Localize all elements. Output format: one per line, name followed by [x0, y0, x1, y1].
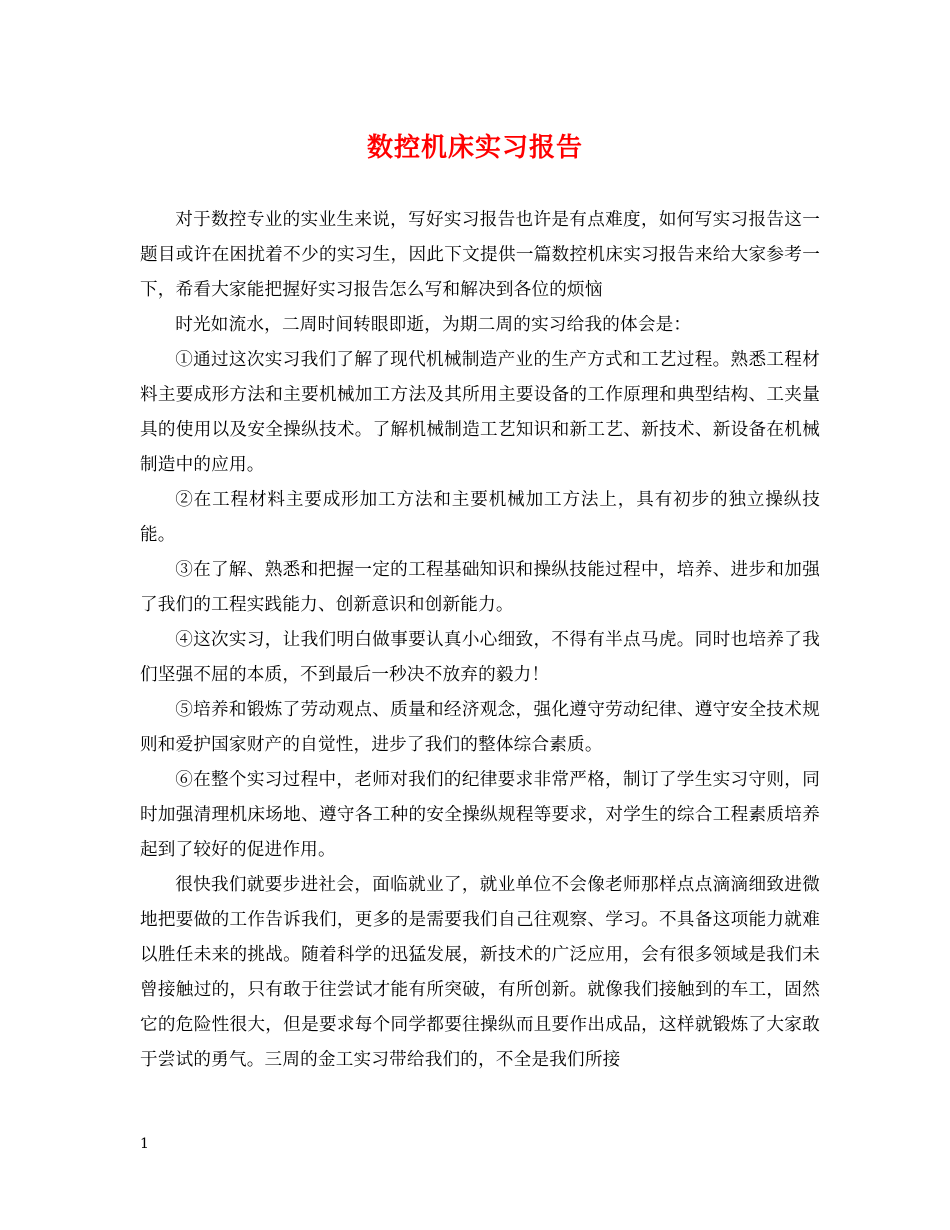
paragraph-conclusion: 很快我们就要步进社会，面临就业了，就业单位不会像老师那样点点滴滴细致进微地把要做的工作告诉我们，更多的是需要我们自己往观察、学习。不具备这项能力就难以胜任未来的挑战。随着科学的迅猛发展，新技术的广泛应用，会有很多领域是我们未曾接触过的，只有敢于往尝试才能有所突破，有所创新。就像我们接触到的车工，固然它的危险性很大，但是要求每个同学都要往操纵而且要作出成品，这样就锻炼了大家敢于尝试的勇气。三周的金工实习带给我们的，不全是我们所接 [140, 875, 820, 1070]
paragraph-intro: 对于数控专业的实业生来说，写好实习报告也许是有点难度，如何写实习报告这一题目或许在困扰着不少的实习生，因此下文提供一篇数控机床实习报告来给大家参考一下，希看大家能把握好实习报告怎么写和解决到各位的烦恼 [140, 210, 820, 300]
paragraph-point-4: ④这次实习，让我们明白做事要认真小心细致，不得有半点马虎。同时也培养了我们坚强不屈的本质，不到最后一秒决不放弃的毅力！ [140, 630, 820, 685]
paragraph-summary: 时光如流水，二周时间转眼即逝，为期二周的实习给我的体会是： [175, 315, 692, 335]
paragraph-point-1: ①通过这次实习我们了解了现代机械制造产业的生产方式和工艺过程。熟悉工程材料主要成形方法和主要机械加工方法及其所用主要设备的工作原理和典型结构、工夹量具的使用以及安全操纵技术。了解机械制造工艺知识和新工艺、新技术、新设备在机械制造中的应用。 [140, 350, 820, 475]
document-body [140, 203, 820, 1078]
paragraph-point-3: ③在了解、熟悉和把握一定的工程基础知识和操纵技能过程中，培养、进步和加强了我们的工程实践能力、创新意识和创新能力。 [140, 560, 820, 615]
document-title: 数控机床实习报告 [366, 133, 583, 163]
paragraph-point-5: ⑤培养和锻炼了劳动观点、质量和经济观念，强化遵守劳动纪律、遵守安全技术规则和爱护国家财产的自觉性，进步了我们的整体综合素质。 [140, 700, 820, 755]
paragraph-point-6: ⑥在整个实习过程中，老师对我们的纪律要求非常严格，制订了学生实习守则，同时加强清理机床场地、遵守各工种的安全操纵规程等要求，对学生的综合工程素质培养起到了较好的促进作用。 [140, 770, 820, 860]
paragraph-point-2: ②在工程材料主要成形加工方法和主要机械加工方法上，具有初步的独立操纵技能。 [140, 490, 820, 545]
page-number: 1 [140, 1136, 149, 1152]
